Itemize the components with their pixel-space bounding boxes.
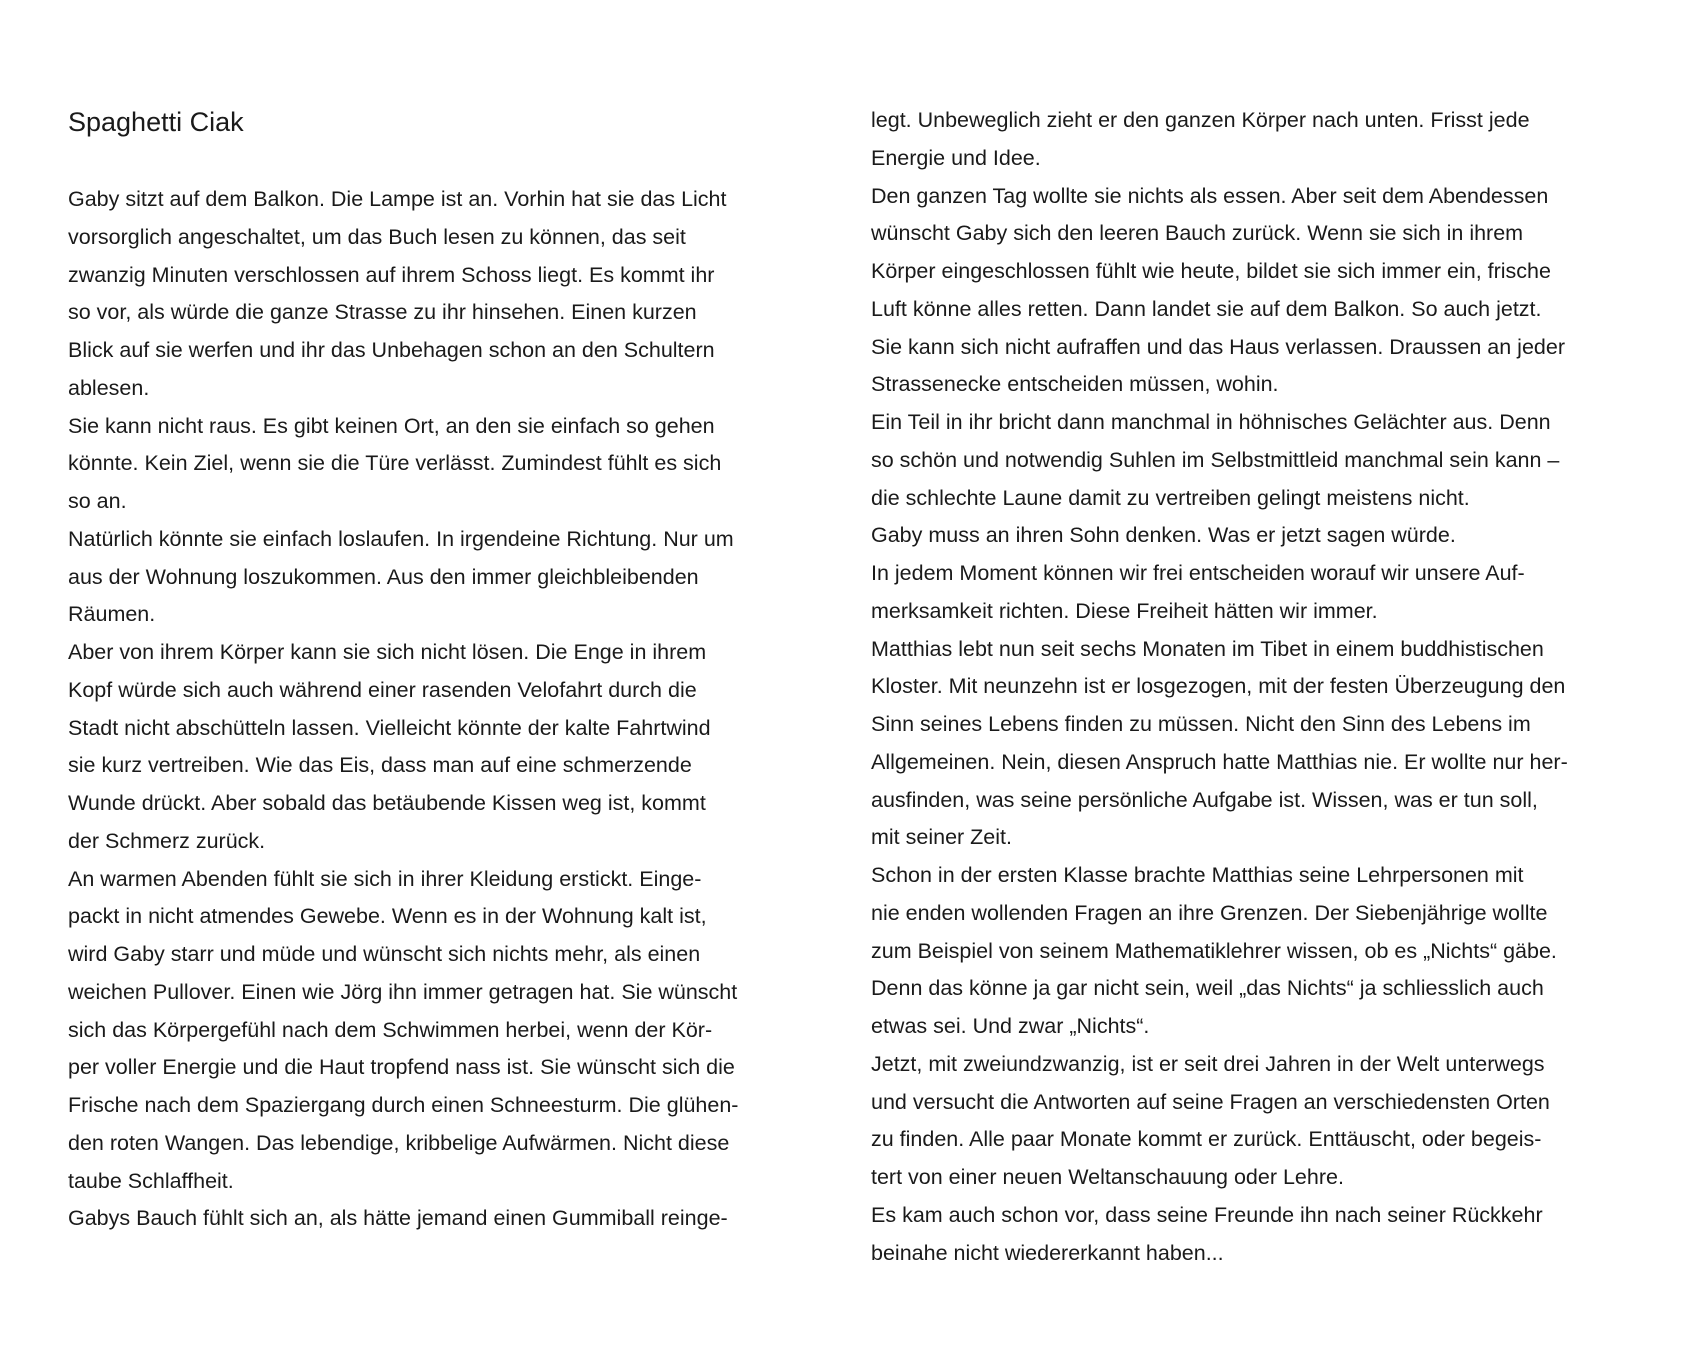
text-line: so schön und notwendig Suhlen im Selbstmittleid manchmal sein kann – <box>871 447 1560 472</box>
text-line: Gabys Bauch fühlt sich an, als hätte jemand einen Gummiball reinge- <box>68 1206 728 1231</box>
text-line: der Schmerz zurück. <box>68 828 266 853</box>
text-line: Wunde drückt. Aber sobald das betäubende Kissen weg ist, kommt <box>68 791 706 815</box>
text-line: den roten Wangen. Das lebendige, kribbelige Aufwärmen. Nicht diese <box>68 1130 730 1155</box>
text-line: taube Schlaffheit. <box>68 1168 234 1193</box>
text-line: Blick auf sie werfen und ihr das Unbehagen schon an den Schultern <box>68 338 715 362</box>
text-line: Körper eingeschlossen fühlt wie heute, bildet sie sich immer ein, frische <box>871 259 1551 283</box>
text-line: Räumen. <box>68 602 156 627</box>
text-line: Gaby sitzt auf dem Balkon. Die Lampe ist an. Vorhin hat sie das Licht <box>68 187 727 211</box>
text-line: Natürlich könnte sie einfach loslaufen. In irgendeine Richtung. Nur um <box>68 526 734 551</box>
text-line: beinahe nicht wiedererkannt haben... <box>871 1240 1224 1265</box>
text-line: ablesen. <box>68 375 150 400</box>
text-line: und versucht die Antworten auf seine Fragen an verschiedensten Orten <box>871 1089 1550 1114</box>
text-line: wird Gaby starr und müde und wünscht sich nichts mehr, als einen <box>68 942 701 966</box>
text-line: tert von einer neuen Weltanschauung oder Lehre. <box>871 1165 1344 1189</box>
text-line: Schon in der ersten Klasse brachte Matthias seine Lehrpersonen mit <box>871 863 1524 887</box>
text-line: so vor, als würde die ganze Strasse zu ihr hinsehen. Einen kurzen <box>68 300 697 325</box>
text-line: wünscht Gaby sich den leeren Bauch zurück. Wenn sie sich in ihrem <box>871 221 1524 246</box>
text-column-left <box>68 181 808 1238</box>
text-column-right <box>871 102 1631 1272</box>
text-line: An warmen Abenden fühlt sie sich in ihrer Kleidung erstickt. Einge- <box>68 866 702 891</box>
text-line: Aber von ihrem Körper kann sie sich nicht lösen. Die Enge in ihrem <box>68 640 707 664</box>
text-line: mit seiner Zeit. <box>871 825 1012 850</box>
text-line: zum Beispiel von seinem Mathematiklehrer wissen, ob es „Nichts“ gäbe. <box>871 938 1557 963</box>
text-line: nie enden wollenden Fragen an ihre Grenzen. Der Siebenjährige wollte <box>871 900 1548 925</box>
text-line: In jedem Moment können wir frei entscheiden worauf wir unsere Auf- <box>871 561 1525 585</box>
text-line: Sie kann nicht raus. Es gibt keinen Ort, an den sie einfach so gehen <box>68 413 715 438</box>
text-line: Luft könne alles retten. Dann landet sie auf dem Balkon. So auch jetzt. <box>871 296 1542 321</box>
text-line: könnte. Kein Ziel, wenn sie die Türe verlässt. Zumindest fühlt es sich <box>68 451 722 476</box>
text-line: weichen Pullover. Einen wie Jörg ihn immer getragen hat. Sie wünscht <box>68 979 738 1004</box>
document-title: Spaghetti Ciak <box>68 107 244 137</box>
text-line: Den ganzen Tag wollte sie nichts als essen. Aber seit dem Abendessen <box>871 183 1549 208</box>
text-line: Frische nach dem Spaziergang durch einen Schneesturm. Die glühen- <box>68 1093 739 1117</box>
text-line: packt in nicht atmendes Gewebe. Wenn es in der Wohnung kalt ist, <box>68 904 707 929</box>
text-line: Stadt nicht abschütteln lassen. Vielleicht könnte der kalte Fahrtwind <box>68 715 711 740</box>
text-line: ausfinden, was seine persönliche Aufgabe ist. Wissen, was er tun soll, <box>871 787 1538 812</box>
text-line: merksamkeit richten. Diese Freiheit hätten wir immer. <box>871 598 1378 623</box>
text-line: legt. Unbeweglich zieht er den ganzen Körper nach unten. Frisst jede <box>871 108 1530 132</box>
text-line: vorsorglich angeschaltet, um das Buch lesen zu können, das seit <box>68 224 686 249</box>
text-line: Energie und Idee. <box>871 145 1041 170</box>
text-line: Es kam auch schon vor, dass seine Freunde ihn nach seiner Rückkehr <box>871 1202 1543 1227</box>
text-line: Matthias lebt nun seit sechs Monaten im Tibet in einem buddhistischen <box>871 636 1544 661</box>
text-line: Denn das könne ja gar nicht sein, weil „das Nichts“ ja schliesslich auch <box>871 976 1544 1001</box>
text-line: Sinn seines Lebens finden zu müssen. Nicht den Sinn des Lebens im <box>871 712 1531 736</box>
text-line: Ein Teil in ihr bricht dann manchmal in höhnisches Gelächter aus. Denn <box>871 410 1551 434</box>
text-line: Sie kann sich nicht aufraffen und das Haus verlassen. Draussen an jeder <box>871 334 1565 359</box>
text-line: zwanzig Minuten verschlossen auf ihrem Schoss liegt. Es kommt ihr <box>68 262 715 287</box>
text-line: Kopf würde sich auch während einer rasenden Velofahrt durch die <box>68 677 697 702</box>
text-line: Allgemeinen. Nein, diesen Anspruch hatte Matthias nie. Er wollte nur her- <box>871 749 1568 774</box>
text-line: die schlechte Laune damit zu vertreiben gelingt meistens nicht. <box>871 485 1470 510</box>
text-line: aus der Wohnung loszukommen. Aus den immer gleichbleibenden <box>68 564 699 589</box>
text-line: sich das Körpergefühl nach dem Schwimmen herbei, wenn der Kör- <box>68 1017 713 1042</box>
text-line: zu finden. Alle paar Monate kommt er zurück. Enttäuscht, oder begeis- <box>871 1127 1542 1152</box>
text-line: etwas sei. Und zwar „Nichts“. <box>871 1014 1150 1038</box>
text-line: Strassenecke entscheiden müssen, wohin. <box>871 372 1279 397</box>
text-line: sie kurz vertreiben. Wie das Eis, dass man auf eine schmerzende <box>68 753 692 778</box>
text-line: so an. <box>68 489 127 513</box>
text-line: Kloster. Mit neunzehn ist er losgezogen, mit der festen Überzeugung den <box>871 674 1566 699</box>
text-line: Gaby muss an ihren Sohn denken. Was er jetzt sagen würde. <box>871 523 1456 548</box>
text-line: Jetzt, mit zweiundzwanzig, ist er seit drei Jahren in der Welt unterwegs <box>871 1051 1545 1076</box>
text-line: per voller Energie und die Haut tropfend nass ist. Sie wünscht sich die <box>68 1055 735 1080</box>
